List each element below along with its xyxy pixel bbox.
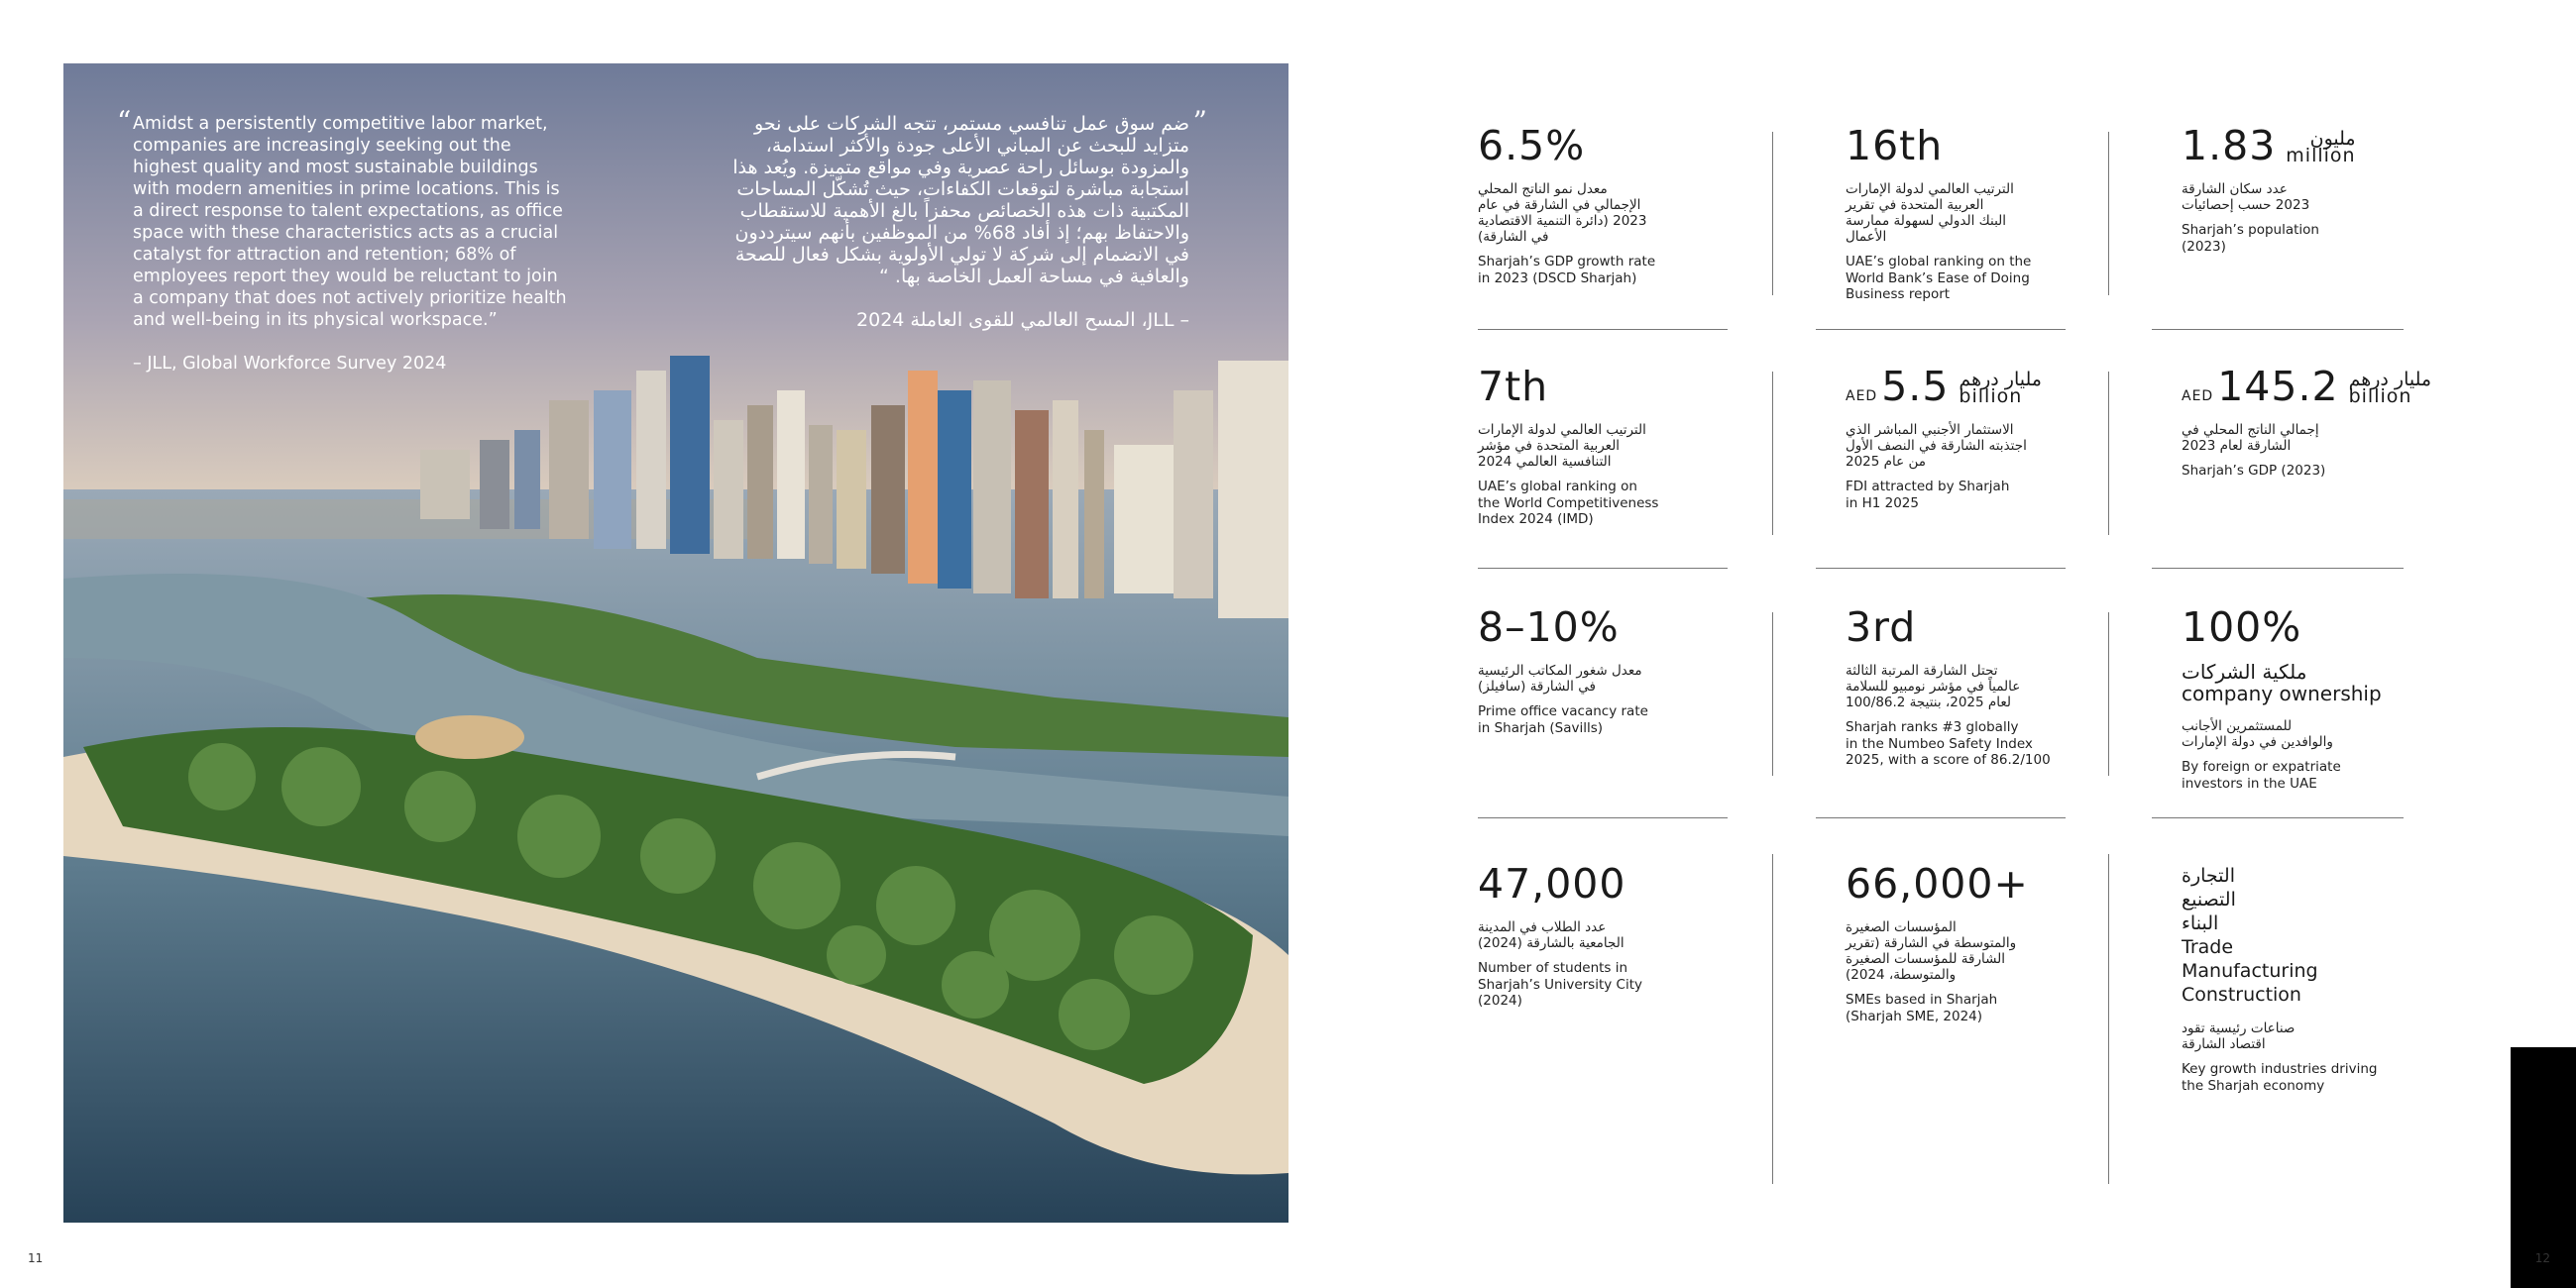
stat-competitiveness [1478,365,1765,528]
stat-gdp-growth [1478,124,1765,286]
stat-label-en: SMEs based in Sharjah (Sharjah SME, 2024) [1846,992,1998,1024]
stat-value: 6.5% [1478,122,1586,169]
stat-value: 100% [2182,603,2302,651]
stat-students [1478,862,1765,1010]
sharjah-aerial-photo [63,63,1288,1223]
stat-ownership-ar: ملكية الشركات [2182,660,2307,684]
stat-label-en: Sharjah’s population (2023) [2182,222,2319,255]
stat-label-ar: الترتيب العالمي لدولة الإمارات العربية المتحدة في تقرير البنك الدولي لسهولة ممارسة الأعمال [1846,181,2014,245]
stat-label-ar: الاستثمار الأجنبي المباشر الذي اجتذبته الشارقة في النصف الأول من عام 2025 [1846,422,2027,470]
stat-label-ar: صناعات رئيسية تقود اقتصاد الشارقة [2182,1020,2296,1052]
stat-currency: AED [1846,388,1878,404]
divider-horizontal [1478,329,1728,330]
stat-ownership [2182,605,2469,792]
stat-label-en: Sharjah ranks #3 globally in the Numbeo Safety Index 2025, with a score of 86.2/100 [1846,719,2051,768]
page-number-left: 11 [28,1251,44,1265]
stat-value: 66,000+ [1846,860,2029,908]
stat-gdp [2182,365,2469,480]
stat-label-en: Key growth industries driving the Sharjah economy [2182,1061,2378,1094]
stat-value: 7th [1478,363,1549,410]
stat-value-row [1846,365,2133,408]
stat-value: 1.83 [2182,122,2277,169]
stat-unit [2286,128,2356,166]
stat-label-en: Sharjah’s GDP growth rate in 2023 (DSCD Sharjah) [1478,254,1656,286]
arabic-quote [724,105,1207,331]
arabic-quote-text: ضم سوق عمل تنافسي مستمر، تتجه الشركات على نحو متزايد للبحث عن المباني الأعلى جودة والأكثر استدامة، والمزودة بوسائل راحة عصرية وفي مواقع متميزة. ويُعد هذا استجابة مباشرة لتوقعات الكفاءات، حيث تُشكّل المساحات المكتبية ذات هذه الخصائص محفزاً بالغ الأهمية للاستقطاب والاحتفاظ بهم؛ إذ أفاد 68% من الموظفين بأنهم سيترددون في الانضمام إلى شركة لا تولي الأولوية بشكل فعال للصحة والعافية في مساحة العمل الخاصة بها. “ [732,113,1189,287]
stat-unit-ar: مليار درهم [1959,369,2042,390]
stat-value: 47,000 [1478,860,1626,908]
divider-vertical [1772,612,1773,776]
english-quote [117,105,569,375]
stat-unit-ar: مليار درهم [2348,369,2432,390]
stat-label-ar: عدد سكان الشارقة 2023 حسب إحصائيات [2182,181,2310,213]
stat-office-vacancy [1478,605,1765,736]
stat-value: 3rd [1846,603,1917,651]
stat-value: 16th [1846,122,1944,169]
divider-horizontal [2152,817,2404,818]
divider-horizontal [1478,568,1728,569]
divider-horizontal [2152,329,2404,330]
english-quote-text: Amidst a persistently competitive labor market, companies are increasingly seeking out the highest quality and most sustainable buildings with modern amenities in prime locations. This is a direct response to talent expectations, as office space with these characteristics acts as a crucial catalyst for attraction and retention; 68% of employees report they would be reluctant to join a company that does not actively prioritize health and well-being in its physical workspace.” [133,114,567,330]
stat-label-en: Prime office vacancy rate in Sharjah (Savills) [1478,703,1648,736]
divider-horizontal [1816,568,2066,569]
stat-currency: AED [2182,388,2214,404]
stat-unit [2348,369,2432,407]
stat-label-en: FDI attracted by Sharjah in H1 2025 [1846,479,2010,511]
stat-value-row [2182,124,2469,167]
stat-label-en: UAE’s global ranking on the World Competitiveness Index 2024 (IMD) [1478,479,1659,527]
stat-fdi [1846,365,2133,511]
divider-vertical [1772,132,1773,295]
divider-vertical [1772,372,1773,535]
open-quote-mark: “ [117,105,132,138]
divider-horizontal [1478,817,1728,818]
stat-unit-ar: مليون [2309,128,2356,150]
stat-unit-en: billion [2348,385,2412,407]
stat-label-ar: معدل نمو الناتج المحلي الإجمالي في الشارقة في عام 2023 (دائرة التنمية الاقتصادية في الشارقة) [1478,181,1647,245]
stat-label-en: Number of students in Sharjah’s University City (2024) [1478,960,1642,1009]
industries-ar: التجارة التصنيع البناء [2182,865,2236,934]
arabic-quote-source: – JLL، المسح العالمي للقوى العاملة 2024 [856,309,1189,331]
stat-label-ar: للمستثمرين الأجانب والوافدين في دولة الإمارات [2182,718,2333,750]
divider-horizontal [1816,329,2066,330]
page-number-right: 12 [2534,1251,2550,1265]
english-quote-source: – JLL, Global Workforce Survey 2024 [133,354,447,374]
stat-ease-of-business [1846,124,2133,303]
stat-unit-en: billion [1959,385,2023,407]
stat-label-en: UAE’s global ranking on the World Bank’s Ease of Doing Business report [1846,254,2032,302]
stat-label-ar: عدد الطلاب في المدينة الجامعية بالشارقة (2024) [1478,919,1624,951]
stat-label-ar: معدل شغور المكاتب الرئيسية في الشارقة (سافيلز) [1478,663,1642,695]
stat-population [2182,124,2469,255]
stat-label-en: By foreign or expatriate investors in the UAE [2182,759,2341,792]
stat-value-row [2182,365,2469,408]
stat-industries [2182,864,2469,1094]
stat-label-en: Sharjah’s GDP (2023) [2182,463,2326,479]
stat-smes [1846,862,2133,1024]
stat-unit [1959,369,2042,407]
divider-horizontal [1816,817,2066,818]
industries-en: Trade Manufacturing Construction [2182,936,2318,1006]
open-quote-mark-ar: ” [1192,105,1207,138]
stat-label-ar: المؤسسات الصغيرة والمتوسطة في الشارقة (تقرير الشارقة للمؤسسات الصغيرة والمتوسطة، 2024) [1846,919,2017,983]
stat-value: 145.2 [2217,363,2339,410]
divider-horizontal [2152,568,2404,569]
stat-value: 5.5 [1881,363,1950,410]
stat-unit-en: million [2286,145,2356,166]
stat-safety-index [1846,605,2133,769]
divider-vertical [1772,854,1773,1184]
stat-ownership-en: company ownership [2182,682,2382,705]
stat-label-ar: تحتل الشارقة المرتبة الثالثة عالمياً في مؤشر نومبيو للسلامة لعام 2025، بنتيجة 100/86.2 [1846,663,2021,710]
stat-label-ar: إجمالي الناتج المحلي في الشارقة لعام 2023 [2182,422,2319,454]
stat-value: 8–10% [1478,603,1620,651]
stat-label-ar: الترتيب العالمي لدولة الإمارات العربية المتحدة في مؤشر التنافسية العالمي 2024 [1478,422,1646,470]
